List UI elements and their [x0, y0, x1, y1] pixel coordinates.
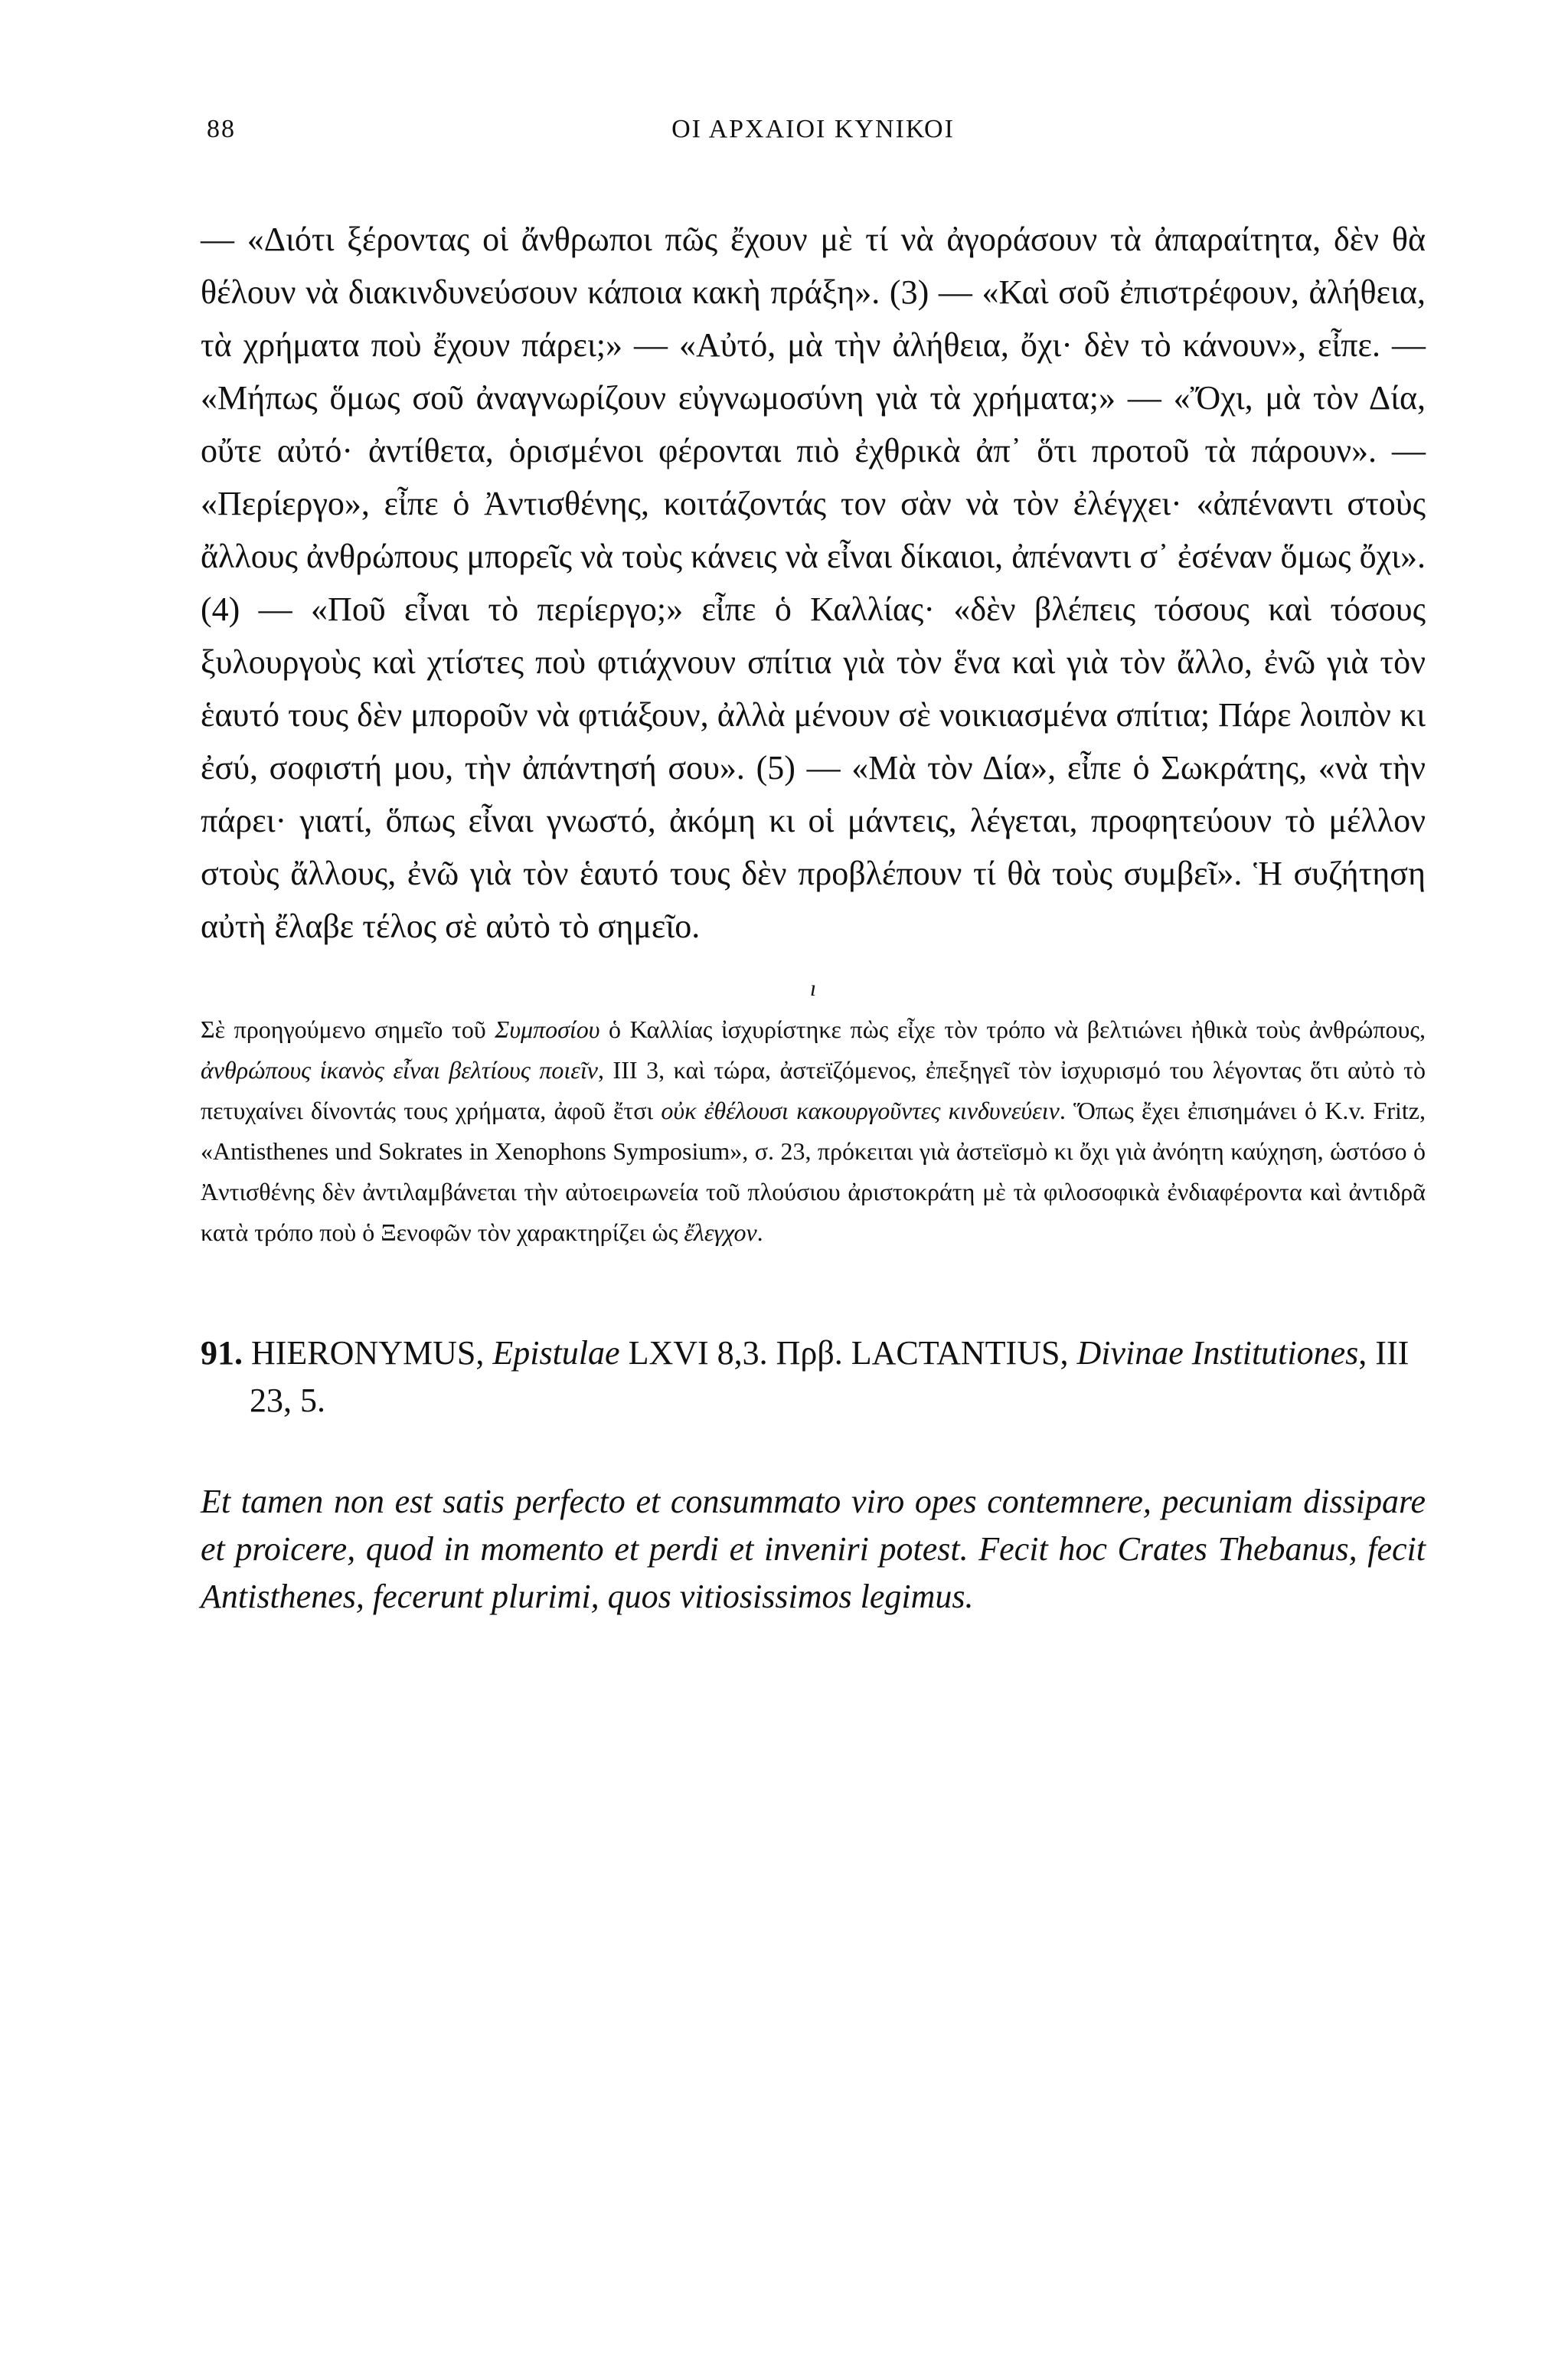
- section-mark: ı: [809, 976, 817, 1001]
- main-paragraph: — «Διότι ξέροντας οἱ ἄνθρωποι πῶς ἔχουν μὲ τί νὰ ἀγοράσουν τὰ ἀπαραίτητα, δὲν θὰ θέλουν νὰ διακινδυνεύσουν κάποια κακὴ πράξη». (3) — «Καὶ σοῦ ἐπιστρέφουν, ἀλήθεια, τὰ χρήματα ποὺ ἔχουν πάρει;» — «Αὐτό, μὰ τὴν ἀλήθεια, ὄχι· δὲν τὸ κάνουν», εἶπε. — «Μήπως ὅμως σοῦ ἀναγνωρίζουν εὐγνωμοσύνη γιὰ τὰ χρήματα;» — «Ὄχι, μὰ τὸν Δία, οὔτε αὐτό· ἀντίθετα, ὁρισμένοι φέρονται πιὸ ἐχθρικὰ ἀπ᾽ ὅτι προτοῦ τὰ πάρουν». — «Περίεργο», εἶπε ὁ Ἀντισθένης, κοιτάζοντάς τον σὰν νὰ τὸν ἐλέγχει· «ἀπέναντι στοὺς ἄλλους ἀνθρώπους μπορεῖς νὰ τοὺς κάνεις νὰ εἶναι δίκαιοι, ἀπέναντι σ᾽ ἐσέναν ὅμως ὄχι». (4) — «Ποῦ εἶναι τὸ περίεργο;» εἶπε ὁ Καλλίας· «δὲν βλέπεις τόσους καὶ τόσους ξυλουργοὺς καὶ χτίστες ποὺ φτιάχνουν σπίτια γιὰ τὸν ἕνα καὶ γιὰ τὸν ἄλλο, ἐνῶ γιὰ τὸν ἑαυτό τους δὲν μποροῦν νὰ φτιάξουν, ἀλλὰ μένουν σὲ νοικιασμένα σπίτια; Πάρε λοιπὸν κι ἐσύ, σοφιστή μου, τὴν ἀπάντησή σου». (5) — «Μὰ τὸν Δία», εἶπε ὁ Σωκράτης, «νὰ τὴν πάρει· γιατί, ὅπως εἶναι γνωστό, ἀκόμη κι οἱ μάντεις, λέγεται, προφητεύουν τὸ μέλλον στοὺς ἄλλους, ἐνῶ γιὰ τὸν ἑαυτό τους δὲν προβλέπουν τί θὰ τοὺς συμβεῖ». Ἡ συζήτηση αὐτὴ ἔλαβε τέλος σὲ αὐτὸ τὸ σημεῖο.: [201, 221, 1426, 945]
- commentary-text: Σὲ προηγούμενο σημεῖο τοῦ: [201, 1016, 495, 1043]
- latin-text: [201, 1478, 1426, 1621]
- commentary-work-title: Συμποσίου: [495, 1016, 600, 1043]
- latin-paragraph: Et tamen non est satis perfecto et consummato viro opes contemnere, pecuniam dissipare et proicere, quod in momento et perdi et inveniri potest. Fecit hoc Crates Thebanus, fecit Antisthenes, fecerunt plurimi, quos vitiosissimos legimus.: [201, 1483, 1426, 1615]
- entry-author: HIERONYMUS,: [243, 1334, 493, 1372]
- page-number: 88: [207, 115, 236, 143]
- commentary-text: . Ὅπως ἔχει ἐπισημάνει ὁ K.v. Fritz, «Antisthenes und Sokrates in Xenophons Symposium», σ. 23, πρόκειται γιὰ ἀστεϊσμὸ κι ὄχι γιὰ ἀνόητη καύχηση, ὡστόσο ὁ Ἀντισθένης δὲν ἀντιλαμβάνεται τὴν αὐτοειρωνεία τοῦ πλούσιου ἀριστοκράτη μὲ τὰ φιλοσοφικὰ ἐνδιαφέροντα καὶ ἀντιδρᾶ κατὰ τρόπο ποὺ ὁ Ξενοφῶν τὸν χαρακτηρίζει ὡς: [201, 1097, 1426, 1246]
- commentary: [201, 1009, 1426, 1253]
- entry-number: 91.: [201, 1334, 243, 1372]
- commentary-quote: ἔλεγχον: [684, 1218, 757, 1246]
- commentary-text: , III 3, καὶ τώρα, ἀστεϊζόμενος, ἐπεξηγεῖ τὸν ἰσχυρισμό του λέγοντας ὅτι αὐτὸ τὸ πετυχαίνει δίνοντάς τους χρήματα, ἀφοῦ ἔτσι: [201, 1056, 1426, 1124]
- commentary-quote: ἀνθρώπους ἱκανὸς εἶναι βελτίους ποιεῖν: [201, 1056, 598, 1084]
- commentary-paragraph: [201, 1009, 1426, 1253]
- commentary-text: ὁ Καλλίας ἰσχυρίστηκε πὼς εἶχε τὸν τρόπο νὰ βελτιώνει ἠθικὰ τοὺς ἀνθρώπους,: [599, 1016, 1426, 1043]
- main-text: [201, 213, 1426, 953]
- entry-work: Epistulae: [492, 1334, 620, 1372]
- book-page: [201, 115, 1426, 1621]
- entry-reference: , III 23, 5.: [250, 1334, 1410, 1419]
- running-head: [201, 115, 1426, 161]
- entry-reference: LXVI 8,3. Πρβ. LACTANTIUS,: [619, 1334, 1077, 1372]
- running-title: ΟΙ ΑΡΧΑΙΟΙ ΚΥΝΙΚΟΙ: [671, 115, 955, 143]
- entry-work: Divinae Institutiones: [1076, 1334, 1359, 1372]
- source-entry: [201, 1330, 1426, 1424]
- commentary-text: .: [756, 1218, 763, 1246]
- commentary-quote: οὐκ ἐθέλουσι κακουργοῦντες κινδυνεύειν: [661, 1097, 1060, 1124]
